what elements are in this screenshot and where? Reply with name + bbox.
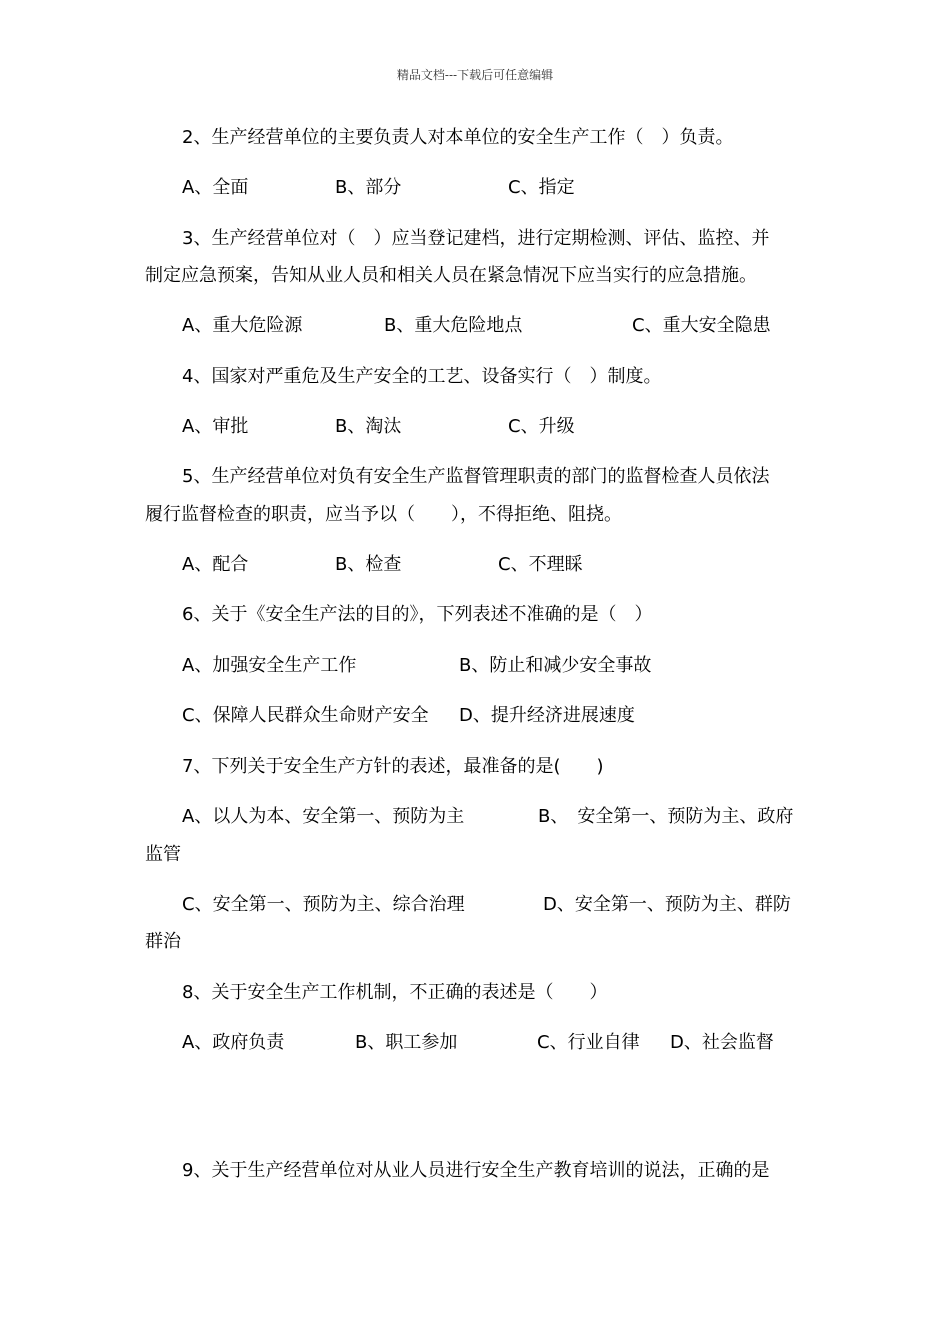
- question-4-option-b: B、淘汰: [335, 416, 402, 437]
- question-6-option-c: C、保障人民群众生命财产安全: [182, 705, 429, 726]
- question-5-stem-line-1: 5、生产经营单位对负有安全生产监督管理职责的部门的监督检查人员依法: [182, 466, 770, 487]
- question-7-option-a: A、以人为本、安全第一、预防为主: [182, 806, 465, 827]
- question-3-stem-line-2: 制定应急预案，告知从业人员和相关人员在紧急情况下应当实行的应急措施。: [145, 265, 757, 286]
- question-5-option-a: A、配合: [182, 554, 249, 575]
- question-5-option-b: B、检查: [335, 554, 402, 575]
- question-3-option-c: C、重大安全隐患: [632, 315, 771, 336]
- question-2-stem: 2、生产经营单位的主要负责人对本单位的安全生产工作（ ）负责。: [182, 127, 734, 148]
- question-7-stem: 7、下列关于安全生产方针的表述，最准备的是( ): [182, 756, 604, 777]
- question-3-stem-line-1: 3、生产经营单位对（ ）应当登记建档，进行定期检测、评估、监控、并: [182, 228, 770, 249]
- question-7-option-d: D、安全第一、预防为主、群防: [543, 894, 791, 915]
- question-8-option-b: B、职工参加: [355, 1032, 458, 1053]
- question-8-option-c: C、行业自律: [537, 1032, 640, 1053]
- question-3-option-b: B、重大危险地点: [384, 315, 523, 336]
- question-5-stem-line-2: 履行监督检查的职责，应当予以（ ），不得拒绝、阻挠。: [145, 504, 622, 525]
- question-2-option-b: B、部分: [335, 177, 402, 198]
- question-9-stem: 9、关于生产经营单位对从业人员进行安全生产教育培训的说法，正确的是: [182, 1160, 770, 1181]
- question-7-option-b-continued: 监管: [145, 844, 181, 865]
- question-8-stem: 8、关于安全生产工作机制，不正确的表述是（ ）: [182, 982, 608, 1003]
- question-6-stem: 6、关于《安全生产法的目的》，下列表述不准确的是（ ）: [182, 604, 653, 625]
- question-5-option-c: C、不理睬: [498, 554, 583, 575]
- question-6-option-a: A、加强安全生产工作: [182, 655, 357, 676]
- question-2-option-c: C、指定: [508, 177, 575, 198]
- question-2-option-a: A、全面: [182, 177, 249, 198]
- question-4-stem: 4、国家对严重危及生产安全的工艺、设备实行（ ）制度。: [182, 366, 662, 387]
- question-7-option-b: B、 安全第一、预防为主、政府: [538, 806, 794, 827]
- question-6-option-b: B、防止和减少安全事故: [459, 655, 652, 676]
- question-3-option-a: A、重大危险源: [182, 315, 303, 336]
- question-7-option-c: C、安全第一、预防为主、综合治理: [182, 894, 465, 915]
- question-4-option-a: A、审批: [182, 416, 249, 437]
- question-6-option-d: D、提升经济进展速度: [459, 705, 635, 726]
- question-8-option-d: D、社会监督: [670, 1032, 774, 1053]
- question-7-option-d-continued: 群治: [145, 931, 181, 952]
- header-watermark: 精品文档---下载后可任意编辑: [396, 68, 554, 82]
- question-8-option-a: A、政府负责: [182, 1032, 285, 1053]
- question-4-option-c: C、升级: [508, 416, 575, 437]
